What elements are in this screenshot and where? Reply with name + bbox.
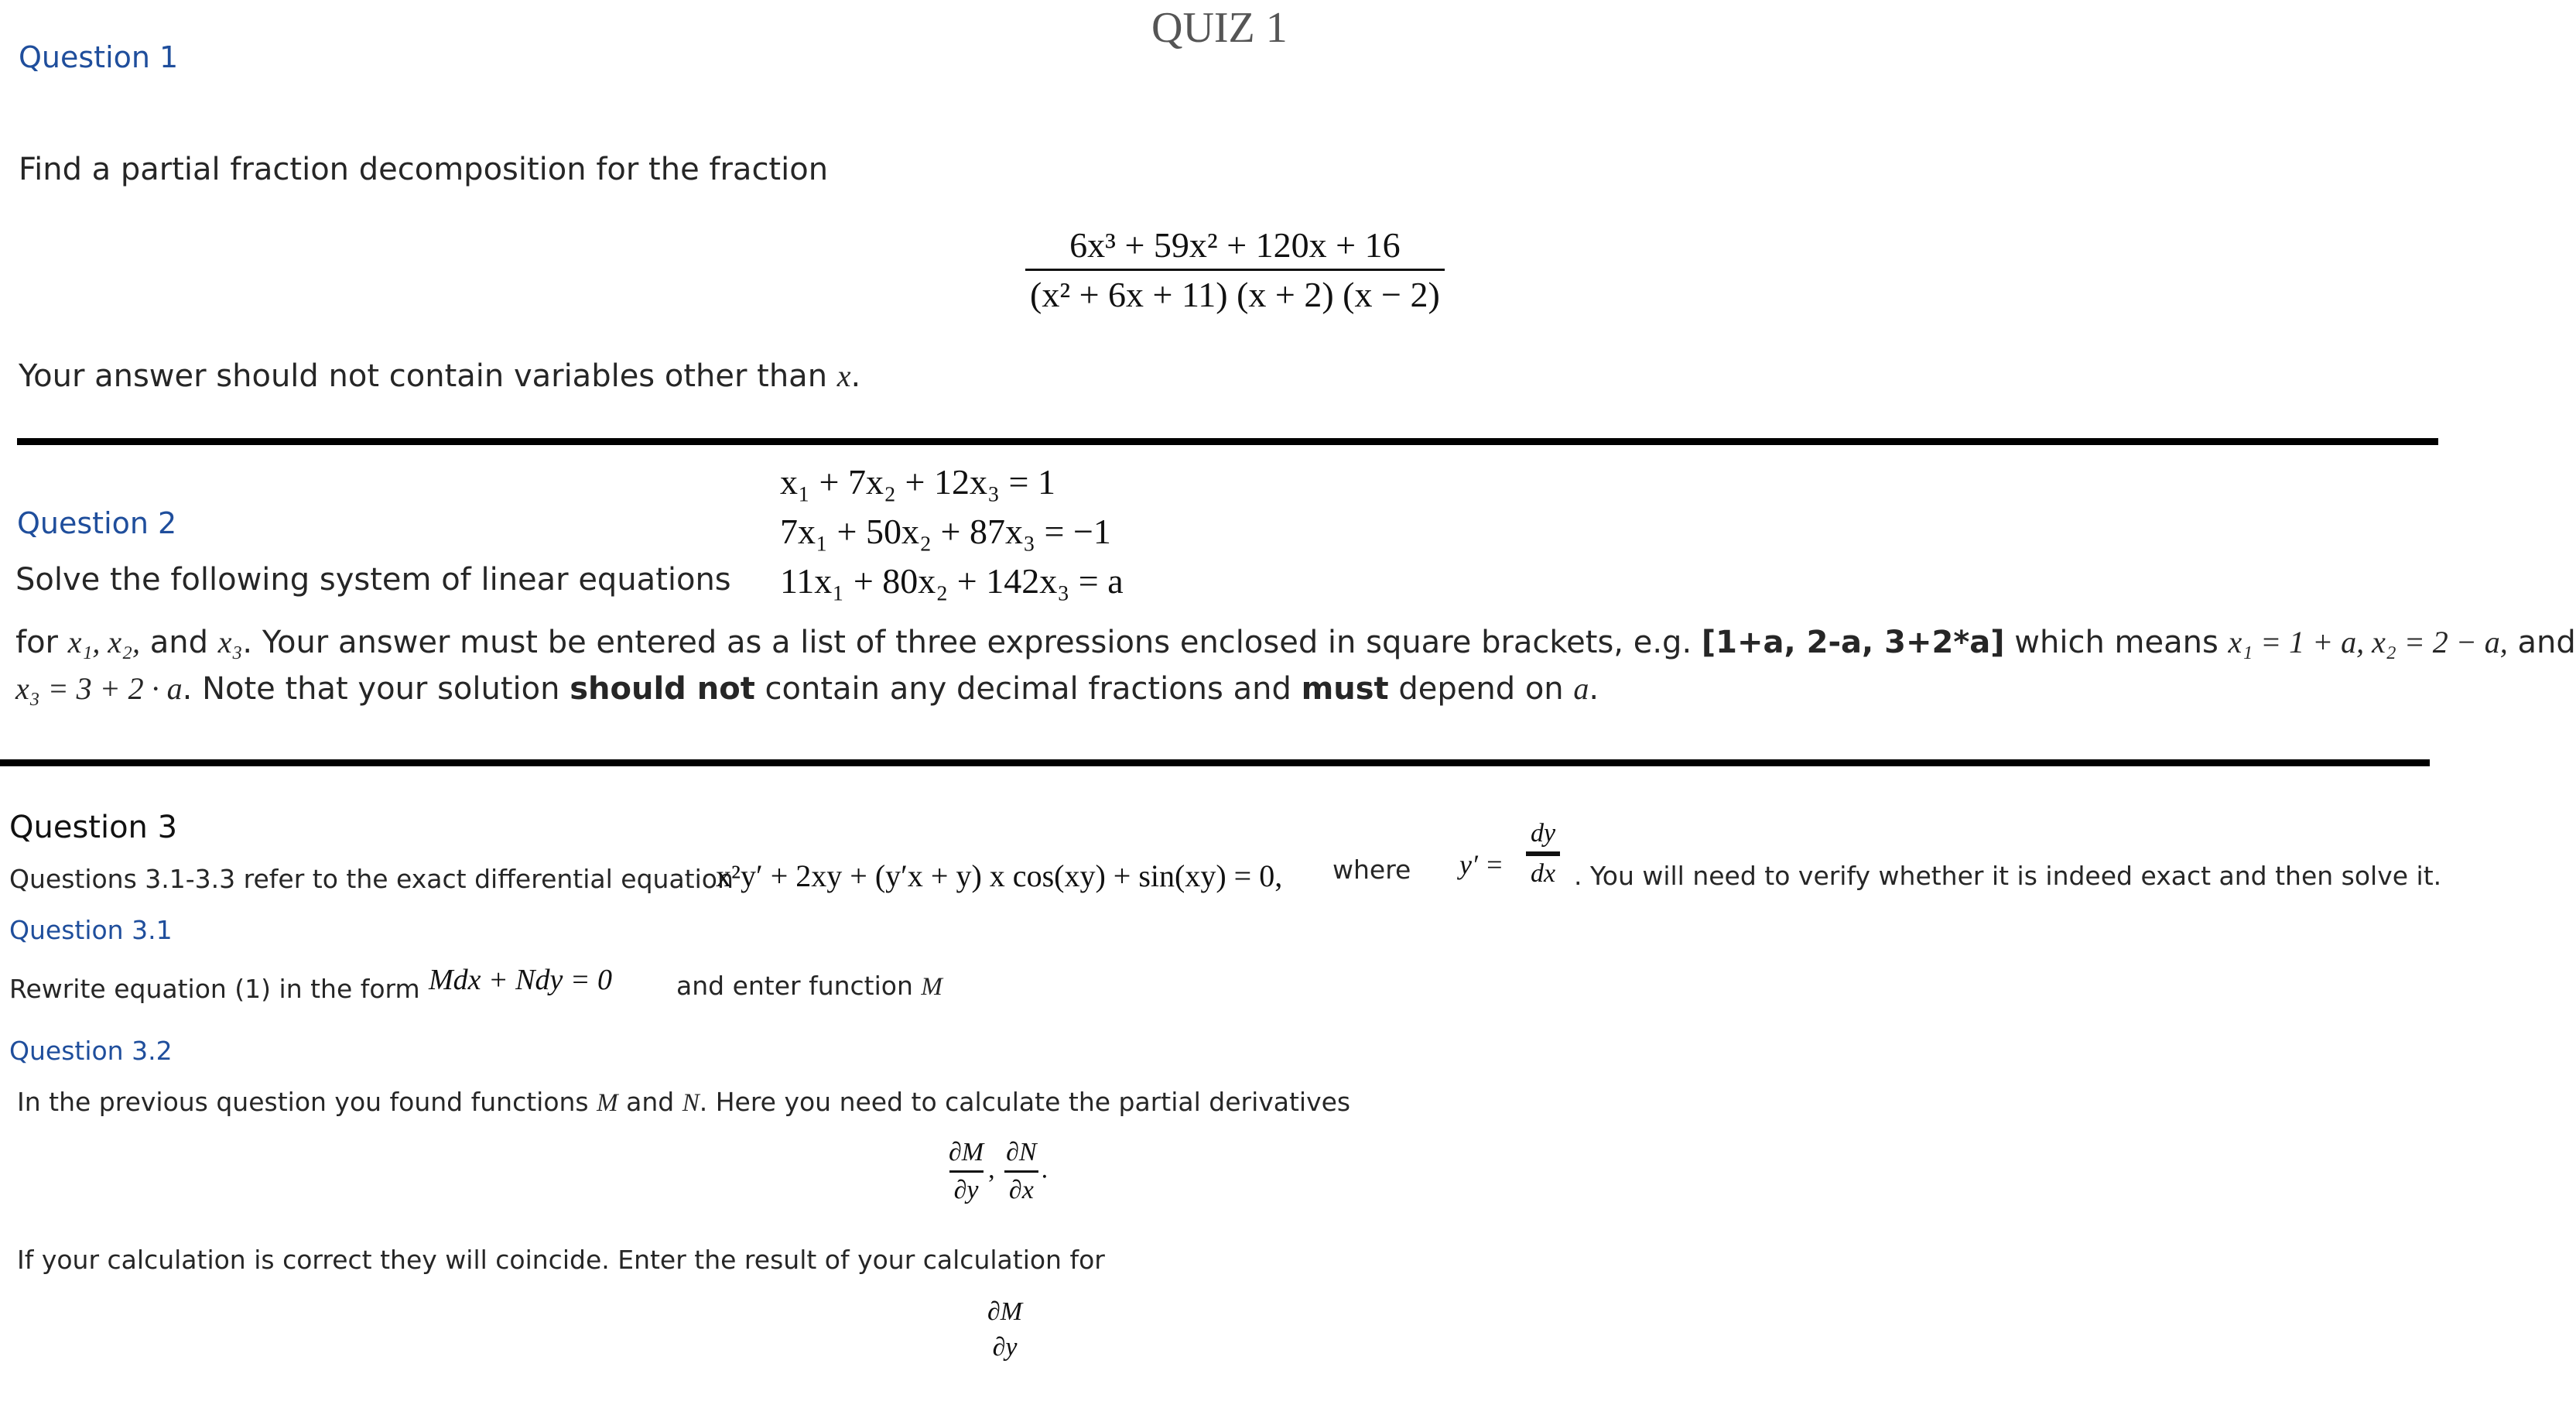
partial-x: ∂x [1004, 1170, 1038, 1205]
text-and-2: and [626, 1087, 675, 1117]
emphasis-should-not: should not [570, 671, 755, 707]
note-suffix: . [850, 358, 861, 394]
text-depend: depend on [1398, 671, 1564, 707]
var-M-2: M [597, 1089, 618, 1117]
dy-num: dy [1531, 819, 1556, 848]
question-2-heading[interactable]: Question 2 [17, 506, 177, 540]
final-partial-y: ∂y [992, 1333, 1018, 1362]
y-prime-def: y′ = [1459, 849, 1504, 880]
system-equation-2: 7x₁ + 50x₂ + 87x₃ = −1 [780, 512, 1111, 551]
var-N: N [682, 1089, 700, 1117]
question-3-verify: . You will need to verify whether it is indeed exact and then solve it. [1574, 861, 2442, 891]
fraction-numerator: 6x³ + 59x² + 120x + 16 [1069, 225, 1401, 265]
var-a: a [1573, 671, 1589, 706]
text-enter-function: and enter function [676, 971, 913, 1001]
fraction-denominator: (x² + 6x + 11) (x + 2) (x − 2) [1025, 269, 1445, 315]
divider-1 [17, 438, 2438, 445]
question-2-instructions-line-1 [15, 624, 2576, 660]
example-meaning: x₁ = 1 + a, x₂ = 2 − a, [2228, 625, 2508, 659]
question-2-prompt: Solve the following system of linear equations [15, 562, 731, 598]
text-period: . [1589, 671, 1599, 707]
question-1-heading[interactable]: Question 1 [19, 40, 179, 74]
dy-dx-fraction [1526, 819, 1560, 889]
question-1-prompt: Find a partial fraction decomposition for the fraction [19, 152, 829, 187]
text-which-means: which means [2014, 625, 2219, 660]
example-answer: [1+a, 2-a, 3+2*a] [1701, 625, 2005, 660]
vars-x1-x2: x₁, x₂, [67, 625, 141, 659]
system-equation-1: x₁ + 7x₂ + 12x₃ = 1 [780, 462, 1055, 502]
partial-M: ∂M [949, 1138, 984, 1166]
question-3-1-form: Mdx + Ndy = 0 [429, 964, 613, 996]
var-M: M [921, 973, 942, 1001]
text-prev-question: In the previous question you found functions [17, 1087, 589, 1117]
question-1-fraction [1025, 224, 1445, 315]
text-and-end: and [2517, 625, 2576, 660]
text-for: for [15, 625, 58, 660]
question-3-2-heading[interactable]: Question 3.2 [9, 1036, 173, 1066]
example-x3: x₃ = 3 + 2 · a [15, 671, 183, 706]
final-partial-M: ∂M [987, 1297, 1023, 1326]
question-3-heading: Question 3 [9, 810, 178, 845]
text-where: where [1332, 855, 1411, 885]
question-3-1-heading[interactable]: Question 3.1 [9, 915, 173, 945]
text-answer-format: . Your answer must be entered as a list of three expressions enclosed in square brackets, e.g. [242, 625, 1692, 660]
divider-2 [0, 759, 2430, 766]
question-3-1-text: Rewrite equation (1) in the form [9, 974, 420, 1004]
system-equation-3: 11x₁ + 80x₂ + 142x₃ = a [780, 561, 1124, 601]
text-and: and [149, 625, 209, 660]
question-3-2-text [17, 1087, 1350, 1118]
emphasis-must: must [1301, 671, 1389, 707]
note-prefix: Your answer should not contain variables other than [19, 358, 828, 394]
differential-equation: x²y′ + 2xy + (y′x + y) x cos(xy) + sin(xy) = 0, [716, 858, 1283, 893]
partial-y: ∂y [949, 1170, 984, 1205]
text-decimal: contain any decimal fractions and [765, 671, 1291, 707]
question-2-instructions-line-2 [15, 670, 1599, 707]
text-partial-derivs: . Here you need to calculate the partial derivatives [699, 1087, 1351, 1117]
partial-derivatives-display: $\frac{\partial M}{\partial y}$ , $\frac{\partial N}{\partial x}$ . [944, 1138, 1048, 1205]
question-3-1-enter [676, 971, 942, 1002]
question-1-note [19, 358, 860, 394]
question-3-intro: Questions 3.1-3.3 refer to the exact differential equation [9, 864, 734, 894]
partial-N: ∂N [1006, 1138, 1037, 1166]
question-3-2-result: If your calculation is correct they will coincide. Enter the result of your calculation for [17, 1245, 1105, 1275]
text-note: . Note that your solution [182, 671, 560, 707]
final-partial-display [983, 1297, 1027, 1362]
var-x3: x₃ [217, 625, 243, 659]
note-variable: x [836, 358, 851, 393]
page-title: QUIZ 1 [1151, 4, 1288, 52]
dx-den: dx [1526, 851, 1560, 889]
